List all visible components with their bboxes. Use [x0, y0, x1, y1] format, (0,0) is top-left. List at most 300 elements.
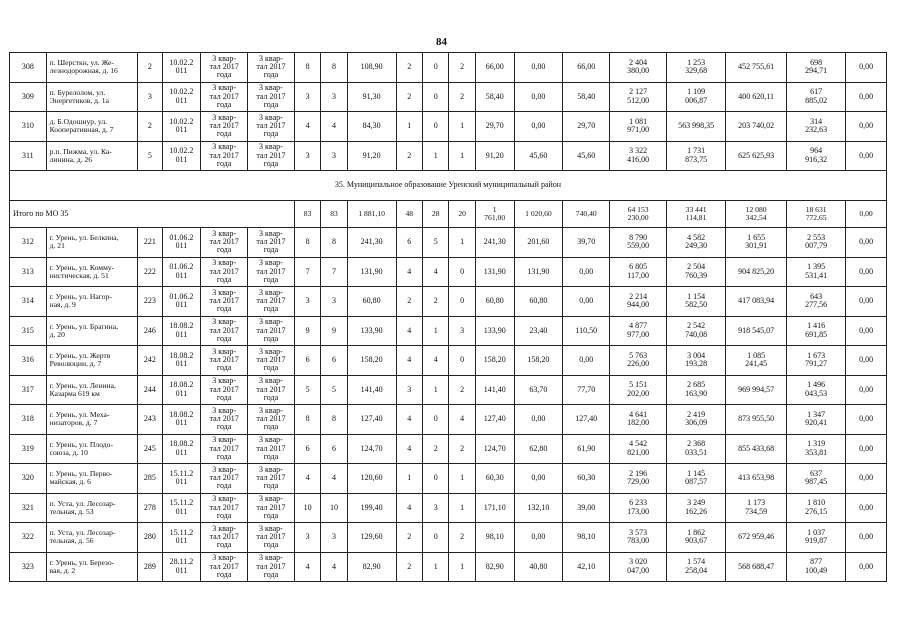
- table-cell: 108,90: [347, 53, 396, 83]
- table-cell: 3 квар- тал 2017 года: [201, 257, 248, 287]
- table-cell: 10.02.2 011: [162, 112, 201, 142]
- address-cell: г. Урень, ул. Плодо- союза, д. 10: [46, 434, 138, 464]
- table-cell: 289: [138, 552, 162, 582]
- table-cell: 0,00: [846, 257, 887, 287]
- table-cell: 171,10: [475, 493, 514, 523]
- table-cell: 01.06.2 011: [162, 228, 201, 258]
- table-cell: 918 545,07: [726, 316, 787, 346]
- table-cell: 66,00: [475, 53, 514, 83]
- table-cell: 60,80: [475, 287, 514, 317]
- table-cell: 280: [138, 523, 162, 553]
- table-cell: 0,00: [563, 346, 610, 376]
- table-cell: 855 433,68: [726, 434, 787, 464]
- table-cell: 133,90: [475, 316, 514, 346]
- table-cell: 0,00: [846, 493, 887, 523]
- table-cell: 7: [294, 257, 320, 287]
- table-cell: 62,80: [514, 434, 563, 464]
- table-cell: 82,90: [475, 552, 514, 582]
- table-cell: 8: [294, 53, 320, 83]
- row-number-cell: 308: [10, 53, 47, 83]
- total-cell: 0,00: [846, 201, 887, 228]
- table-cell: 5: [321, 375, 347, 405]
- table-cell: 5 763 226,00: [610, 346, 667, 376]
- table-cell: 1: [396, 112, 422, 142]
- table-cell: 3 квар- тал 2017 года: [201, 112, 248, 142]
- table-cell: 2: [396, 523, 422, 553]
- table-cell: 2 404 380,00: [610, 53, 667, 83]
- table-cell: 3 квар- тал 2017 года: [248, 82, 295, 112]
- table-cell: 98,10: [475, 523, 514, 553]
- table-cell: 3 квар- тал 2017 года: [248, 141, 295, 171]
- table-cell: 3 квар- тал 2017 года: [248, 523, 295, 553]
- table-cell: 158,20: [347, 346, 396, 376]
- table-cell: 1 655 301,91: [726, 228, 787, 258]
- table-cell: 4: [396, 346, 422, 376]
- table-cell: 3: [321, 287, 347, 317]
- table-cell: 3 квар- тал 2017 года: [248, 228, 295, 258]
- table-cell: 4: [396, 405, 422, 435]
- table-cell: 245: [138, 434, 162, 464]
- total-cell: 28: [422, 201, 448, 228]
- table-cell: 3: [138, 82, 162, 112]
- table-cell: 23,40: [514, 316, 563, 346]
- table-cell: 400 620,11: [726, 82, 787, 112]
- table-cell: 3 квар- тал 2017 года: [201, 464, 248, 494]
- table-cell: 3 004 193,28: [667, 346, 726, 376]
- table-cell: 39,70: [563, 228, 610, 258]
- table-row: [10, 523, 887, 553]
- table-cell: 413 653,98: [726, 464, 787, 494]
- table-cell: 2: [396, 53, 422, 83]
- table-cell: 3 квар- тал 2017 года: [248, 257, 295, 287]
- table-row: [10, 82, 887, 112]
- table-cell: 0: [422, 112, 448, 142]
- table-cell: 0,00: [846, 346, 887, 376]
- table-cell: 0,00: [514, 82, 563, 112]
- table-cell: 2 196 729,00: [610, 464, 667, 494]
- table-cell: 15.11.2 011: [162, 493, 201, 523]
- table-cell: 10: [321, 493, 347, 523]
- table-cell: 244: [138, 375, 162, 405]
- table-cell: 4: [294, 112, 320, 142]
- table-cell: 6: [294, 346, 320, 376]
- table-row: [10, 434, 887, 464]
- table-cell: 4: [294, 552, 320, 582]
- table-cell: 625 625,93: [726, 141, 787, 171]
- table-cell: 10: [294, 493, 320, 523]
- table-cell: 0,00: [846, 552, 887, 582]
- table-cell: 904 825,20: [726, 257, 787, 287]
- table-cell: 1 081 971,00: [610, 112, 667, 142]
- table-cell: 1: [449, 141, 475, 171]
- table-cell: 2: [449, 82, 475, 112]
- table-cell: 0,00: [514, 112, 563, 142]
- table-cell: 42,10: [563, 552, 610, 582]
- table-cell: 873 955,50: [726, 405, 787, 435]
- table-cell: 131,90: [347, 257, 396, 287]
- table-cell: 3 квар- тал 2017 года: [248, 375, 295, 405]
- table-cell: 6: [396, 228, 422, 258]
- row-number-cell: 319: [10, 434, 47, 464]
- table-cell: 2: [396, 82, 422, 112]
- table-cell: 9: [321, 316, 347, 346]
- table-cell: 61,90: [563, 434, 610, 464]
- table-cell: 2 542 740,08: [667, 316, 726, 346]
- page-number: 84: [436, 36, 447, 48]
- table-cell: 2: [422, 287, 448, 317]
- table-cell: 3 322 416,00: [610, 141, 667, 171]
- table-cell: 3 квар- тал 2017 года: [248, 346, 295, 376]
- table-cell: 127,40: [563, 405, 610, 435]
- table-row: [10, 257, 887, 287]
- table-cell: 3 квар- тал 2017 года: [248, 464, 295, 494]
- row-number-cell: 314: [10, 287, 47, 317]
- table-cell: 0: [422, 405, 448, 435]
- total-cell: 18 631 772,65: [787, 201, 846, 228]
- table-cell: 01.06.2 011: [162, 287, 201, 317]
- address-cell: г. Урень, ул. Белкина, д. 21: [46, 228, 138, 258]
- table-cell: 4 641 182,00: [610, 405, 667, 435]
- row-number-cell: 311: [10, 141, 47, 171]
- table-cell: 58,40: [563, 82, 610, 112]
- table-cell: 2: [449, 53, 475, 83]
- table-cell: 4: [396, 316, 422, 346]
- table-cell: 199,40: [347, 493, 396, 523]
- table-cell: 91,20: [475, 141, 514, 171]
- table-cell: 0,00: [514, 405, 563, 435]
- table-cell: 1: [449, 228, 475, 258]
- table-cell: 0,00: [514, 464, 563, 494]
- table-cell: 158,20: [475, 346, 514, 376]
- table-cell: 84,30: [347, 112, 396, 142]
- table-cell: 5: [422, 228, 448, 258]
- table-cell: 6: [321, 434, 347, 464]
- table-cell: 0: [422, 464, 448, 494]
- table-cell: 8: [321, 228, 347, 258]
- table-cell: 0: [449, 287, 475, 317]
- table-cell: 1 253 329,68: [667, 53, 726, 83]
- table-cell: 2: [449, 523, 475, 553]
- table-cell: 01.06.2 011: [162, 257, 201, 287]
- address-cell: г. Урень, ул. Жертв Революции, д. 7: [46, 346, 138, 376]
- address-cell: п. Бурелолом, ул. Энергетиков, д. 1а: [46, 82, 138, 112]
- table-cell: 1 319 353,81: [787, 434, 846, 464]
- table-cell: 4 582 249,30: [667, 228, 726, 258]
- table-cell: 2: [396, 141, 422, 171]
- table-cell: 1 673 791,27: [787, 346, 846, 376]
- table-cell: 0: [422, 523, 448, 553]
- table-cell: 3 квар- тал 2017 года: [201, 141, 248, 171]
- table-cell: 203 740,02: [726, 112, 787, 142]
- total-cell: 20: [449, 201, 475, 228]
- table-cell: 1 085 241,45: [726, 346, 787, 376]
- table-cell: 1 810 276,15: [787, 493, 846, 523]
- table-cell: 131,90: [514, 257, 563, 287]
- table-cell: 4 877 977,00: [610, 316, 667, 346]
- table-cell: 110,50: [563, 316, 610, 346]
- table-cell: 60,30: [475, 464, 514, 494]
- table-cell: 1 731 873,75: [667, 141, 726, 171]
- table-cell: 3 квар- тал 2017 года: [201, 53, 248, 83]
- table-cell: 4: [396, 257, 422, 287]
- address-cell: г. Урень, ул. Меха- низаторов, д. 7: [46, 405, 138, 435]
- table-cell: 6 233 173,00: [610, 493, 667, 523]
- table-cell: 3 квар- тал 2017 года: [248, 434, 295, 464]
- table-cell: 0,00: [846, 82, 887, 112]
- table-cell: 18.08.2 011: [162, 346, 201, 376]
- table-cell: 637 987,45: [787, 464, 846, 494]
- table-cell: 158,20: [514, 346, 563, 376]
- table-cell: 10.02.2 011: [162, 53, 201, 83]
- table-cell: 969 994,57: [726, 375, 787, 405]
- table-cell: 133,90: [347, 316, 396, 346]
- table-cell: 3 квар- тал 2017 года: [248, 493, 295, 523]
- table-cell: 127,40: [475, 405, 514, 435]
- table-cell: 2: [138, 112, 162, 142]
- table-cell: 66,00: [563, 53, 610, 83]
- table-cell: 3 квар- тал 2017 года: [201, 405, 248, 435]
- table-cell: 98,10: [563, 523, 610, 553]
- table-cell: 3: [294, 141, 320, 171]
- row-number-cell: 316: [10, 346, 47, 376]
- address-cell: п. Уста, ул. Лесозар- тельная, д. 53: [46, 493, 138, 523]
- table-cell: 3 573 783,00: [610, 523, 667, 553]
- table-cell: 141,40: [475, 375, 514, 405]
- table-cell: 246: [138, 316, 162, 346]
- table-cell: 3: [294, 287, 320, 317]
- total-cell: 83: [294, 201, 320, 228]
- table-cell: 28.11.2 011: [162, 552, 201, 582]
- table-cell: 2: [449, 434, 475, 464]
- row-number-cell: 309: [10, 82, 47, 112]
- table-cell: 2 685 163,90: [667, 375, 726, 405]
- table-cell: 3 квар- тал 2017 года: [201, 346, 248, 376]
- table-cell: 3 квар- тал 2017 года: [248, 112, 295, 142]
- row-number-cell: 320: [10, 464, 47, 494]
- total-cell: 1 020,60: [514, 201, 563, 228]
- table-cell: 45,60: [514, 141, 563, 171]
- table-cell: 29,70: [563, 112, 610, 142]
- table-cell: 3: [321, 82, 347, 112]
- table-cell: 8: [321, 53, 347, 83]
- table-cell: 0,00: [846, 375, 887, 405]
- table-cell: 0,00: [514, 53, 563, 83]
- address-cell: р.п. Пижма, ул. Ка- линина, д. 26: [46, 141, 138, 171]
- table-cell: 4: [396, 434, 422, 464]
- table-cell: 568 688,47: [726, 552, 787, 582]
- table-cell: 0,00: [846, 112, 887, 142]
- table-cell: 91,30: [347, 82, 396, 112]
- table-cell: 0: [422, 53, 448, 83]
- table-cell: 1 862 903,67: [667, 523, 726, 553]
- table-cell: 0: [422, 82, 448, 112]
- row-number-cell: 313: [10, 257, 47, 287]
- table-cell: 8: [294, 228, 320, 258]
- section-title: 35. Муниципальное образование Уренский муниципальный район: [10, 171, 887, 201]
- table-cell: 0,00: [846, 228, 887, 258]
- table-cell: 201,60: [514, 228, 563, 258]
- table-cell: 6: [294, 434, 320, 464]
- table-cell: 15.11.2 011: [162, 464, 201, 494]
- table-cell: 3 квар- тал 2017 года: [201, 552, 248, 582]
- table-cell: 60,30: [563, 464, 610, 494]
- table-cell: 0,00: [846, 405, 887, 435]
- row-number-cell: 323: [10, 552, 47, 582]
- table-cell: 18.08.2 011: [162, 434, 201, 464]
- table-cell: 4: [294, 464, 320, 494]
- table-cell: 1: [422, 552, 448, 582]
- table-cell: 3 квар- тал 2017 года: [201, 228, 248, 258]
- table-cell: 0,00: [846, 287, 887, 317]
- table-cell: 0: [449, 257, 475, 287]
- table-row: [10, 405, 887, 435]
- housing-table: [9, 52, 887, 582]
- table-cell: 1 173 734,59: [726, 493, 787, 523]
- table-cell: 129,60: [347, 523, 396, 553]
- table-cell: 3 квар- тал 2017 года: [201, 82, 248, 112]
- table-cell: 2 504 760,39: [667, 257, 726, 287]
- table-cell: 3: [294, 82, 320, 112]
- table-cell: 3: [321, 523, 347, 553]
- table-cell: 4: [321, 112, 347, 142]
- table-cell: 18.08.2 011: [162, 405, 201, 435]
- total-cell: 12 080 342,54: [726, 201, 787, 228]
- section-header-row: [10, 171, 887, 201]
- table-cell: 45,60: [563, 141, 610, 171]
- table-cell: 1 496 043,53: [787, 375, 846, 405]
- table-cell: 9: [294, 316, 320, 346]
- total-cell: 1 881,10: [347, 201, 396, 228]
- table-cell: 4: [321, 552, 347, 582]
- table-cell: 3: [321, 141, 347, 171]
- table-cell: 0,00: [846, 141, 887, 171]
- address-cell: д. Б.Одошнур, ул. Кооперативная, д. 7: [46, 112, 138, 142]
- table-cell: 2 368 033,51: [667, 434, 726, 464]
- table-cell: 877 100,49: [787, 552, 846, 582]
- table-cell: 0,00: [846, 464, 887, 494]
- table-cell: 1: [422, 141, 448, 171]
- table-cell: 1 154 582,50: [667, 287, 726, 317]
- table-cell: 2 419 306,09: [667, 405, 726, 435]
- table-cell: 242: [138, 346, 162, 376]
- table-cell: 278: [138, 493, 162, 523]
- table-cell: 3 249 162,26: [667, 493, 726, 523]
- table-cell: 18.08.2 011: [162, 316, 201, 346]
- table-cell: 3 квар- тал 2017 года: [248, 405, 295, 435]
- table-cell: 58,40: [475, 82, 514, 112]
- total-cell: 740,40: [563, 201, 610, 228]
- table-cell: 8: [321, 405, 347, 435]
- table-cell: 3 квар- тал 2017 года: [248, 53, 295, 83]
- table-cell: 7: [321, 257, 347, 287]
- table-cell: 4: [396, 493, 422, 523]
- table-cell: 0,00: [514, 523, 563, 553]
- table-cell: 10.02.2 011: [162, 82, 201, 112]
- total-label: Итого по МО 35: [10, 201, 295, 228]
- table-cell: 1 037 919,87: [787, 523, 846, 553]
- table-cell: 1: [449, 493, 475, 523]
- table-cell: 1 574 258,04: [667, 552, 726, 582]
- table-cell: 2: [449, 375, 475, 405]
- table-row: [10, 228, 887, 258]
- row-number-cell: 321: [10, 493, 47, 523]
- table-row: [10, 552, 887, 582]
- table-row: [10, 53, 887, 83]
- total-cell: 33 441 114,81: [667, 201, 726, 228]
- table-cell: 3: [396, 375, 422, 405]
- table-cell: 5: [138, 141, 162, 171]
- table-cell: 223: [138, 287, 162, 317]
- table-cell: 3 квар- тал 2017 года: [201, 287, 248, 317]
- table-cell: 0,00: [846, 316, 887, 346]
- table-cell: 2 214 944,00: [610, 287, 667, 317]
- address-cell: п. Уста, ул. Лесозар- тельная, д. 56: [46, 523, 138, 553]
- table-cell: 417 083,94: [726, 287, 787, 317]
- table-cell: 563 998,35: [667, 112, 726, 142]
- table-cell: 124,70: [347, 434, 396, 464]
- table-cell: 3: [422, 493, 448, 523]
- table-cell: 1 347 920,41: [787, 405, 846, 435]
- address-cell: г. Урень, ул. Нагор- ная, д. 9: [46, 287, 138, 317]
- table-cell: 698 294,71: [787, 53, 846, 83]
- table-cell: 132,10: [514, 493, 563, 523]
- total-row: [10, 201, 887, 228]
- table-cell: 3 квар- тал 2017 года: [201, 316, 248, 346]
- table-cell: 5: [294, 375, 320, 405]
- table-row: [10, 287, 887, 317]
- table-cell: 6: [321, 346, 347, 376]
- table-cell: 1 109 006,87: [667, 82, 726, 112]
- table-cell: 1: [396, 464, 422, 494]
- table-cell: 63,70: [514, 375, 563, 405]
- address-cell: г. Урень, ул. Перво- майская, д. 6: [46, 464, 138, 494]
- table-cell: 1: [449, 552, 475, 582]
- table-cell: 2: [422, 434, 448, 464]
- table-cell: 0,00: [846, 53, 887, 83]
- table-cell: 2 553 007,79: [787, 228, 846, 258]
- table-cell: 1: [449, 112, 475, 142]
- total-cell: 83: [321, 201, 347, 228]
- table-cell: 60,80: [347, 287, 396, 317]
- table-row: [10, 464, 887, 494]
- table-cell: 10.02.2 011: [162, 141, 201, 171]
- table-cell: 243: [138, 405, 162, 435]
- table-cell: 672 959,46: [726, 523, 787, 553]
- table-cell: 3 квар- тал 2017 года: [201, 493, 248, 523]
- table-cell: 6 805 117,00: [610, 257, 667, 287]
- table-cell: 91,20: [347, 141, 396, 171]
- table-cell: 285: [138, 464, 162, 494]
- table-cell: 4: [422, 346, 448, 376]
- table-cell: 127,40: [347, 405, 396, 435]
- table-cell: 964 916,32: [787, 141, 846, 171]
- table-cell: 3 квар- тал 2017 года: [248, 316, 295, 346]
- row-number-cell: 322: [10, 523, 47, 553]
- table-cell: 1 416 691,85: [787, 316, 846, 346]
- row-number-cell: 317: [10, 375, 47, 405]
- table-cell: 4: [422, 257, 448, 287]
- table-cell: 0: [449, 346, 475, 376]
- table-cell: 0,00: [846, 434, 887, 464]
- table-cell: 3 квар- тал 2017 года: [201, 434, 248, 464]
- table-cell: 3 020 047,00: [610, 552, 667, 582]
- table-cell: 4: [321, 464, 347, 494]
- address-cell: г. Урень, ул. Ленина, Казарма 619 км: [46, 375, 138, 405]
- total-cell: 48: [396, 201, 422, 228]
- address-cell: г. Урень, ул. Комму- нистическая, д. 51: [46, 257, 138, 287]
- table-cell: 124,70: [475, 434, 514, 464]
- table-cell: 120,60: [347, 464, 396, 494]
